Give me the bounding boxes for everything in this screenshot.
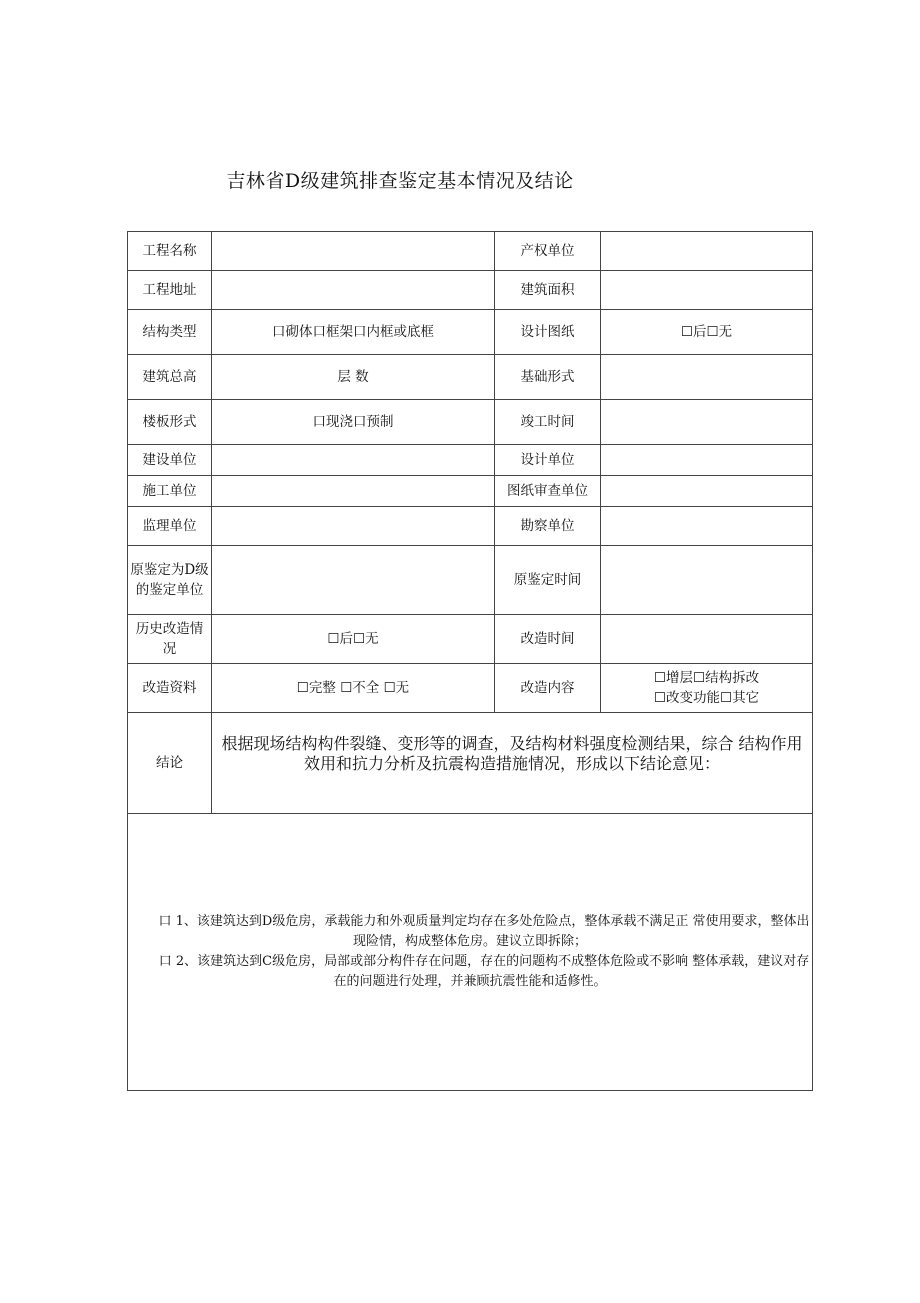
field-supervisor[interactable] (212, 507, 495, 546)
renovation-content-line-2: ☐改变功能☐其它 (653, 690, 760, 706)
appraisal-form-table (127, 231, 813, 1091)
field-floors[interactable]: 层 数 (212, 355, 495, 400)
row-conclusion-options (128, 814, 813, 1091)
label-original-appraisal-unit: 原鉴定为D级的鉴定单位 (128, 546, 212, 615)
field-completion-time[interactable] (601, 400, 813, 445)
label-drawing-review-unit: 图纸审查单位 (495, 476, 601, 507)
label-design-drawings: 设计图纸 (495, 310, 601, 355)
row-constructor (128, 476, 813, 507)
row-project-address (128, 271, 813, 310)
label-foundation-type: 基础形式 (495, 355, 601, 400)
label-completion-time: 竣工时间 (495, 400, 601, 445)
conclusion-options (128, 814, 813, 1091)
label-conclusion: 结论 (128, 713, 212, 814)
field-property-owner[interactable] (601, 232, 813, 271)
label-constructor: 施工单位 (128, 476, 212, 507)
label-project-address: 工程地址 (128, 271, 212, 310)
label-design-unit: 设计单位 (495, 445, 601, 476)
field-floor-type[interactable]: 口现浇口预制 (212, 400, 495, 445)
row-total-height (128, 355, 813, 400)
label-total-height: 建筑总高 (128, 355, 212, 400)
field-project-name[interactable] (212, 232, 495, 271)
label-original-appraisal-time: 原鉴定时间 (495, 546, 601, 615)
label-property-owner: 产权单位 (495, 232, 601, 271)
row-structure-type (128, 310, 813, 355)
field-building-area[interactable] (601, 271, 813, 310)
conclusion-option-1[interactable]: 口 1、该建筑达到D级危房，承载能力和外观质量判定均存在多处危险点，整体承载不满足正 常使用要求，整体出现险情，构成整体危房。建议立即拆除； (158, 914, 810, 949)
row-project-name (128, 232, 813, 271)
row-conclusion (128, 713, 813, 814)
page-title: 吉林省D级建筑排查鉴定基本情况及结论 (226, 170, 574, 192)
field-drawing-review-unit[interactable] (601, 476, 813, 507)
label-renovation-history: 历史改造情况 (128, 615, 212, 664)
field-design-unit[interactable] (601, 445, 813, 476)
conclusion-text: 根据现场结构构件裂缝、变形等的调查，及结构材料强度检测结果，综合 结构作用效用和抗力分析及抗震构造措施情况，形成以下结论意见： (212, 713, 813, 814)
field-project-address[interactable] (212, 271, 495, 310)
field-foundation-type[interactable] (601, 355, 813, 400)
label-project-name: 工程名称 (128, 232, 212, 271)
row-original-appraisal (128, 546, 813, 615)
field-original-appraisal-time[interactable] (601, 546, 813, 615)
field-renovation-materials[interactable]: ☐完整 ☐不全 ☐无 (212, 664, 495, 713)
field-renovation-history[interactable]: ☐后☐无 (212, 615, 495, 664)
label-structure-type: 结构类型 (128, 310, 212, 355)
label-building-area: 建筑面积 (495, 271, 601, 310)
field-builder[interactable] (212, 445, 495, 476)
row-supervisor (128, 507, 813, 546)
row-renovation-history (128, 615, 813, 664)
label-renovation-materials: 改造资料 (128, 664, 212, 713)
label-supervisor: 监理单位 (128, 507, 212, 546)
label-builder: 建设单位 (128, 445, 212, 476)
row-renovation-materials (128, 664, 813, 713)
field-renovation-content[interactable] (601, 664, 813, 713)
renovation-content-line-1: ☐增层☐结构拆改 (653, 670, 760, 686)
field-renovation-time[interactable] (601, 615, 813, 664)
field-structure-type[interactable]: 口砌体口框架口内框或底框 (212, 310, 495, 355)
field-design-drawings[interactable]: ☐后☐无 (601, 310, 813, 355)
row-builder (128, 445, 813, 476)
label-renovation-content: 改造内容 (495, 664, 601, 713)
label-floor-type: 楼板形式 (128, 400, 212, 445)
field-original-appraisal-unit[interactable] (212, 546, 495, 615)
label-survey-unit: 勘察单位 (495, 507, 601, 546)
field-constructor[interactable] (212, 476, 495, 507)
row-floor-type (128, 400, 813, 445)
field-survey-unit[interactable] (601, 507, 813, 546)
label-renovation-time: 改造时间 (495, 615, 601, 664)
conclusion-option-2[interactable]: 口 2、该建筑达到C级危房，局部或部分构件存在问题，存在的问题构不成整体危险或不影响 整体承载，建议对存在的问题进行处理，并兼顾抗震性能和适修性。 (158, 954, 810, 989)
